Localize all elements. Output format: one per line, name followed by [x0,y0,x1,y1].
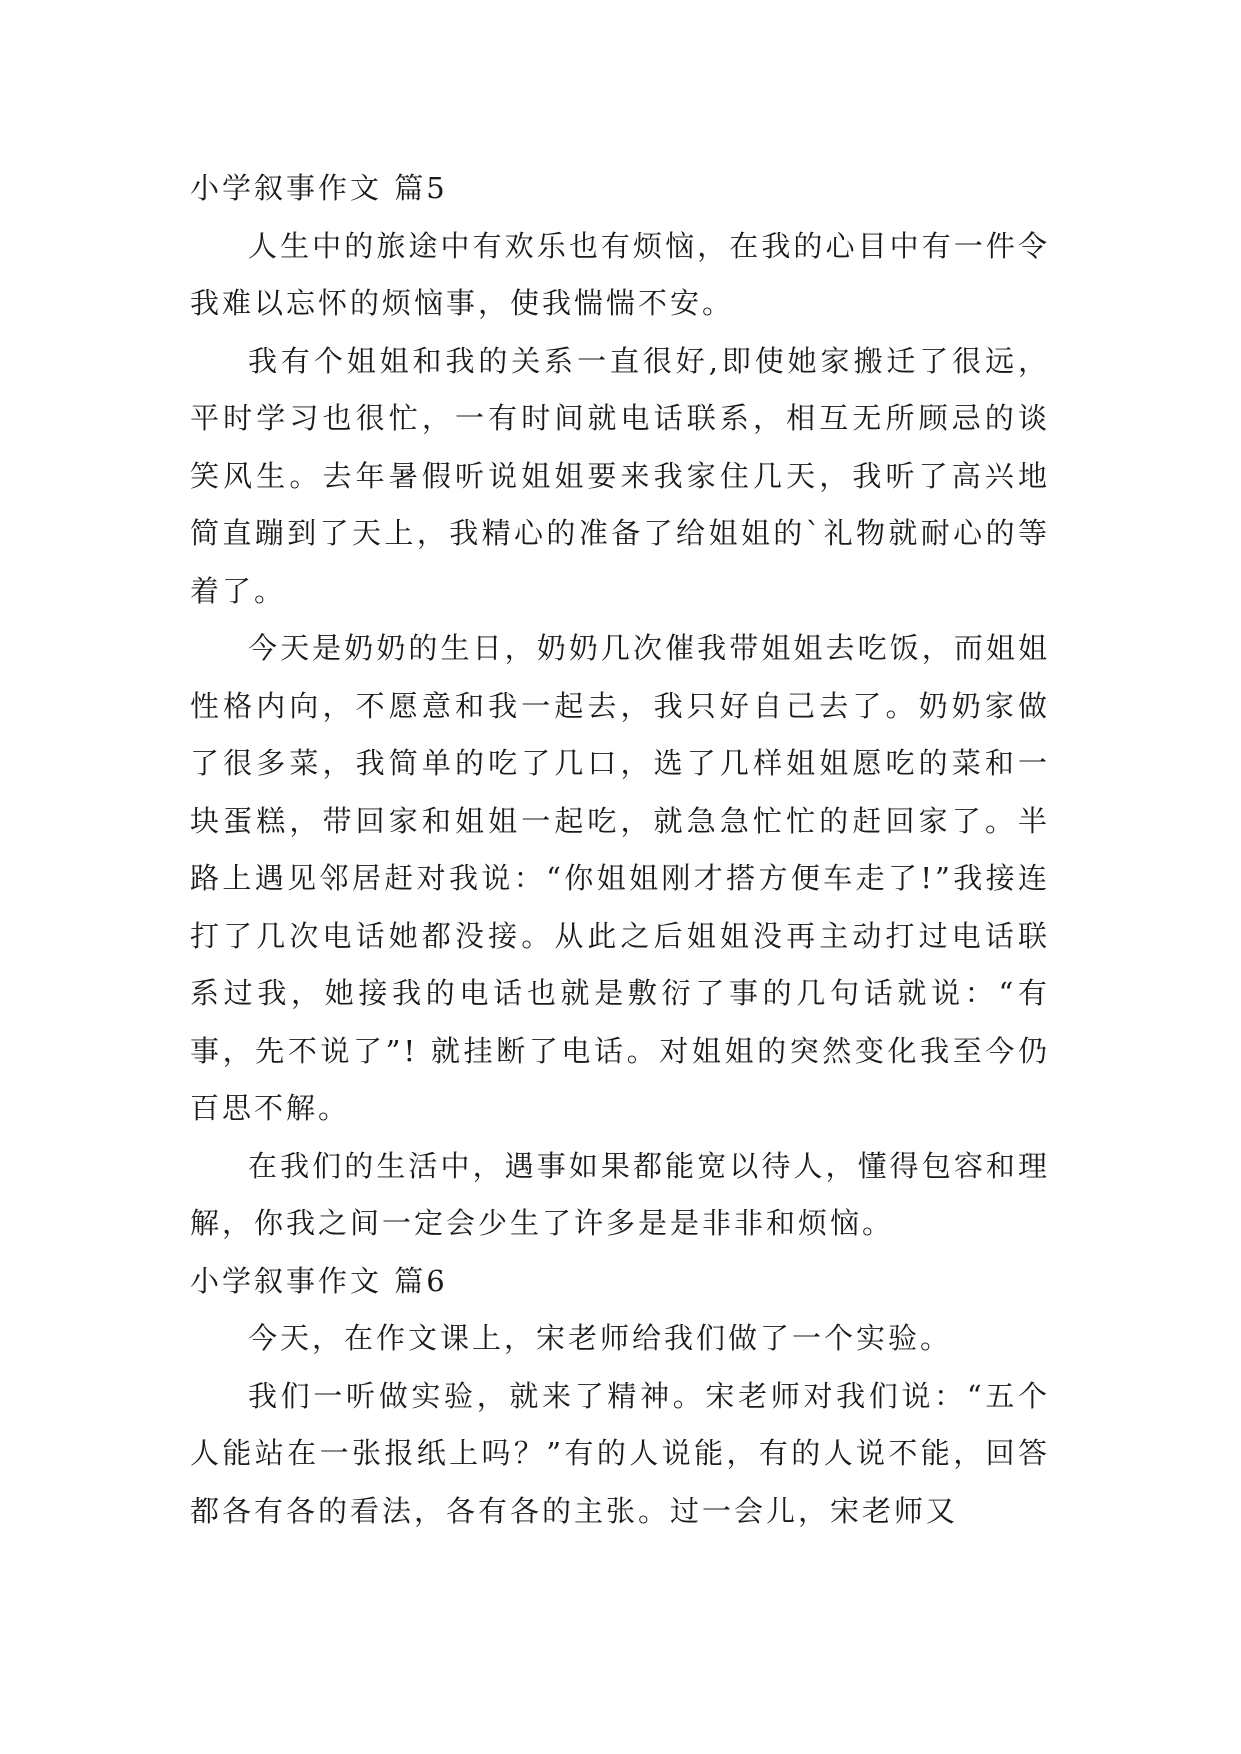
paragraph: 今天，在作文课上，宋老师给我们做了一个实验。 [248,1321,953,1355]
document-body [190,160,1050,1540]
section-title-6: 小学叙事作文 篇6 [190,1263,448,1298]
section-title-5: 小学叙事作文 篇5 [190,171,448,205]
paragraph: 在我们的生活中，遇事如果都能宽以待人，懂得包容和理解，你我之间一定会少生了许多是是非非和烦恼。 [190,1148,1050,1240]
paragraph: 我们一听做实验，就来了精神。宋老师对我们说：“五个人能站在一张报纸上吗？”有的人说能，有的人说不能，回答都各有各的看法，各有各的主张。过一会儿，宋老师又 [190,1378,1050,1528]
paragraph: 人生中的旅途中有欢乐也有烦恼，在我的心目中有一件令我难以忘怀的烦恼事，使我惴惴不安。 [190,228,1050,320]
paragraph: 我有个姐姐和我的关系一直很好,即使她家搬迁了很远，平时学习也很忙，一有时间就电话联系，相互无所顾忌的谈笑风生。去年暑假听说姐姐要来我家住几天，我听了高兴地简直蹦到了天上，我精心的准备了给姐姐的`礼物就耐心的等着了。 [190,343,1050,608]
paragraph: 今天是奶奶的生日，奶奶几次催我带姐姐去吃饭，而姐姐性格内向，不愿意和我一起去，我只好自己去了。奶奶家做了很多菜，我简单的吃了几口，选了几样姐姐愿吃的菜和一块蛋糕，带回家和姐姐一起吃，就急急忙忙的赶回家了。半路上遇见邻居赶对我说：“你姐姐刚才搭方便车走了!”我接连打了几次电话她都没接。从此之后姐姐没再主动打过电话联系过我，她接我的电话也就是敷衍了事的几句话就说：“有事，先不说了”! 就挂断了电话。对姐姐的突然变化我至今仍百思不解。 [190,631,1050,1125]
